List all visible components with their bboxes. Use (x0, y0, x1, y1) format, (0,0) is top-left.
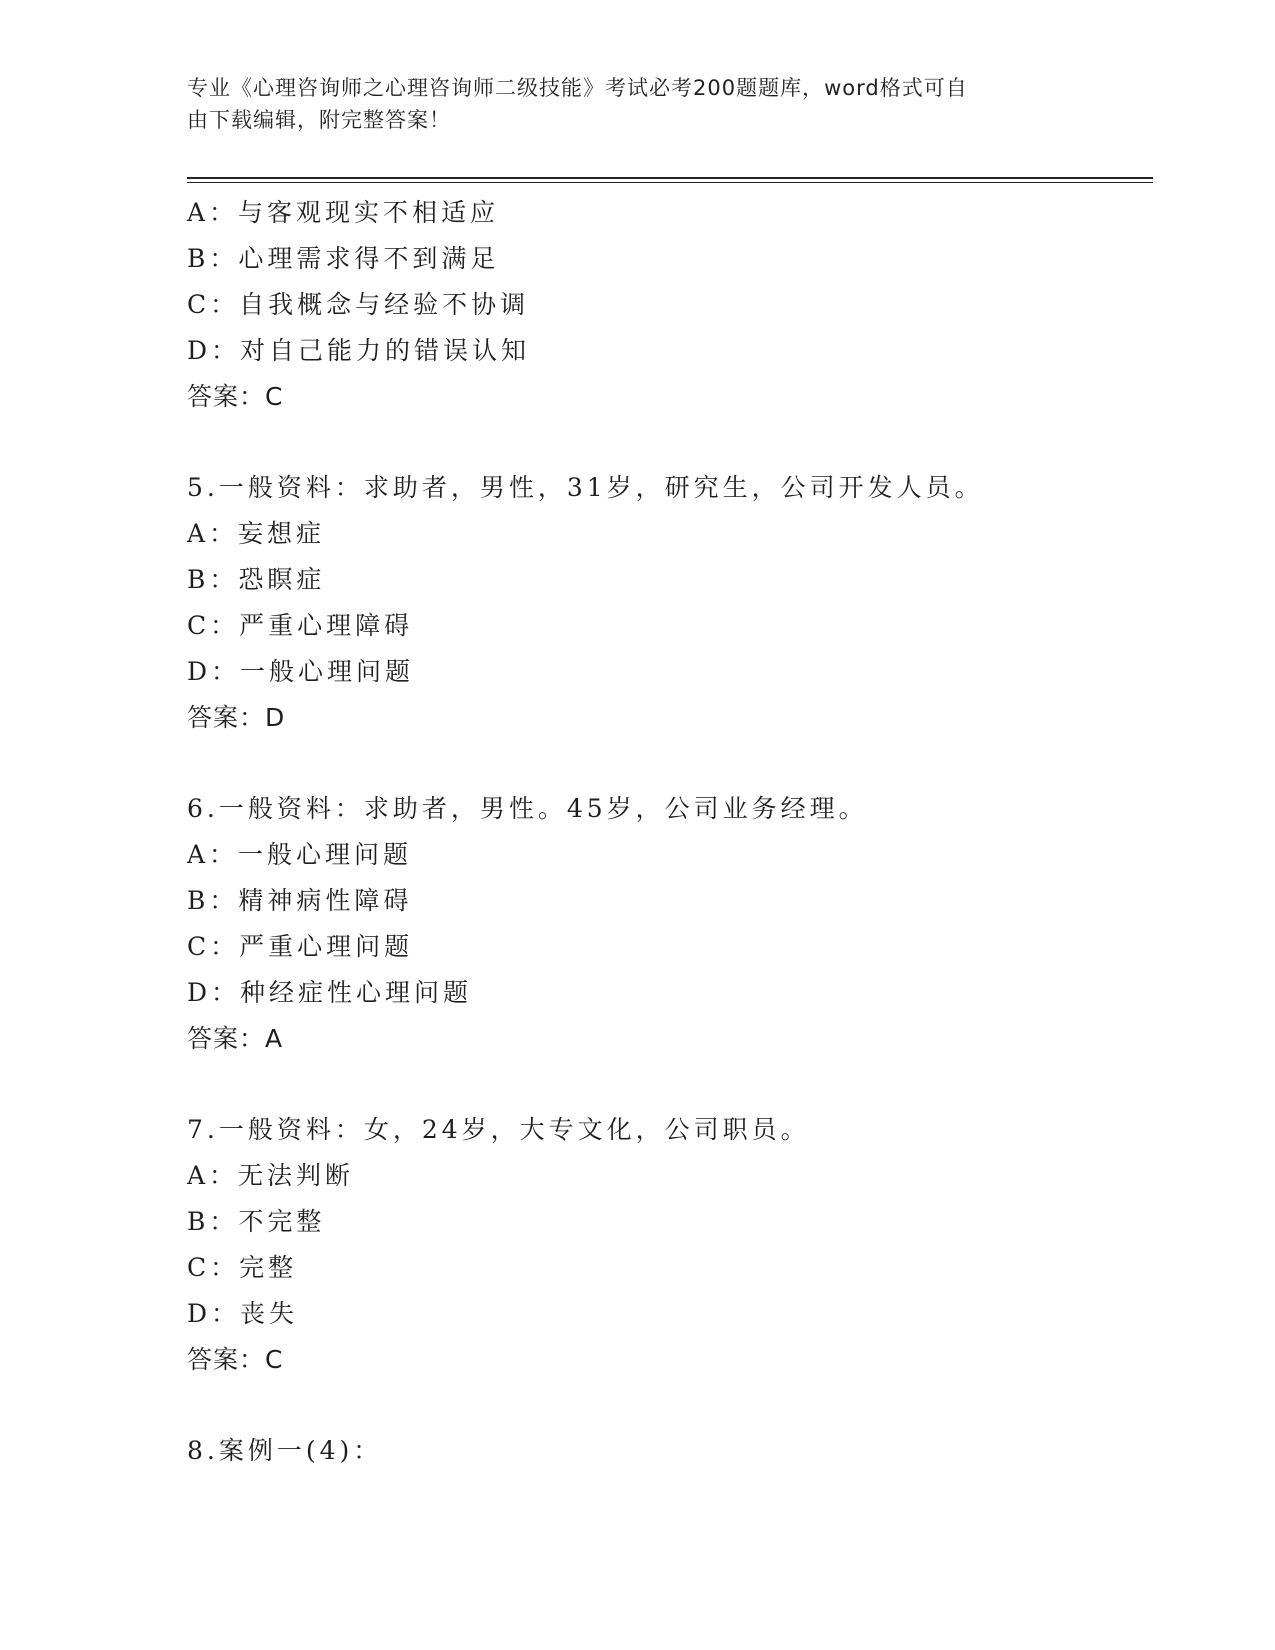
option-c: C：严重心理问题 (187, 932, 414, 961)
option-c: C：严重心理障碍 (187, 611, 414, 640)
question-text: 5.一般资料：求助者，男性，31岁，研究生，公司开发人员。 (187, 473, 984, 502)
option-c: C：完整 (187, 1253, 298, 1282)
answer-line: 答案：C (187, 1345, 284, 1374)
document-body (187, 190, 1153, 1474)
question-block-4 (187, 190, 1153, 420)
option-a: A：无法判断 (187, 1161, 355, 1190)
block-spacer (187, 741, 1153, 786)
option-b: B：恐瞑症 (187, 565, 326, 594)
option-a: A：妄想症 (187, 519, 326, 548)
question-text: 7.一般资料：女，24岁，大专文化，公司职员。 (187, 1115, 810, 1144)
option-d: D：丧失 (187, 1299, 299, 1328)
header-rule-thin (187, 182, 1153, 183)
option-d: D：种经症性心理问题 (187, 978, 473, 1007)
answer-line: 答案：D (187, 703, 286, 732)
block-spacer (187, 420, 1153, 465)
question-block-8 (187, 1428, 1153, 1474)
option-b: B：不完整 (187, 1207, 326, 1236)
header-line-1: 专业《心理咨询师之心理咨询师二级技能》考试必考200题题库，word格式可自 (187, 76, 968, 100)
block-spacer (187, 1383, 1153, 1428)
option-a: A：与客观现实不相适应 (187, 198, 500, 227)
question-block-5 (187, 465, 1153, 741)
option-b: B：心理需求得不到满足 (187, 244, 500, 273)
question-block-7 (187, 1107, 1153, 1383)
option-b: B：精神病性障碍 (187, 886, 413, 915)
question-block-6 (187, 786, 1153, 1062)
block-spacer (187, 1062, 1153, 1107)
header-line-2: 由下载编辑，附完整答案！ (187, 108, 451, 132)
question-text: 8.案例一(4)： (187, 1436, 383, 1465)
document-header (187, 72, 1067, 136)
option-c: C：自我概念与经验不协调 (187, 290, 530, 319)
answer-line: 答案：C (187, 382, 284, 411)
option-d: D：一般心理问题 (187, 657, 415, 686)
option-a: A：一般心理问题 (187, 840, 413, 869)
option-d: D：对自己能力的错误认知 (187, 336, 531, 365)
header-rule-thick (187, 177, 1153, 179)
question-text: 6.一般资料：求助者，男性。45岁，公司业务经理。 (187, 794, 868, 823)
answer-line: 答案：A (187, 1024, 284, 1053)
